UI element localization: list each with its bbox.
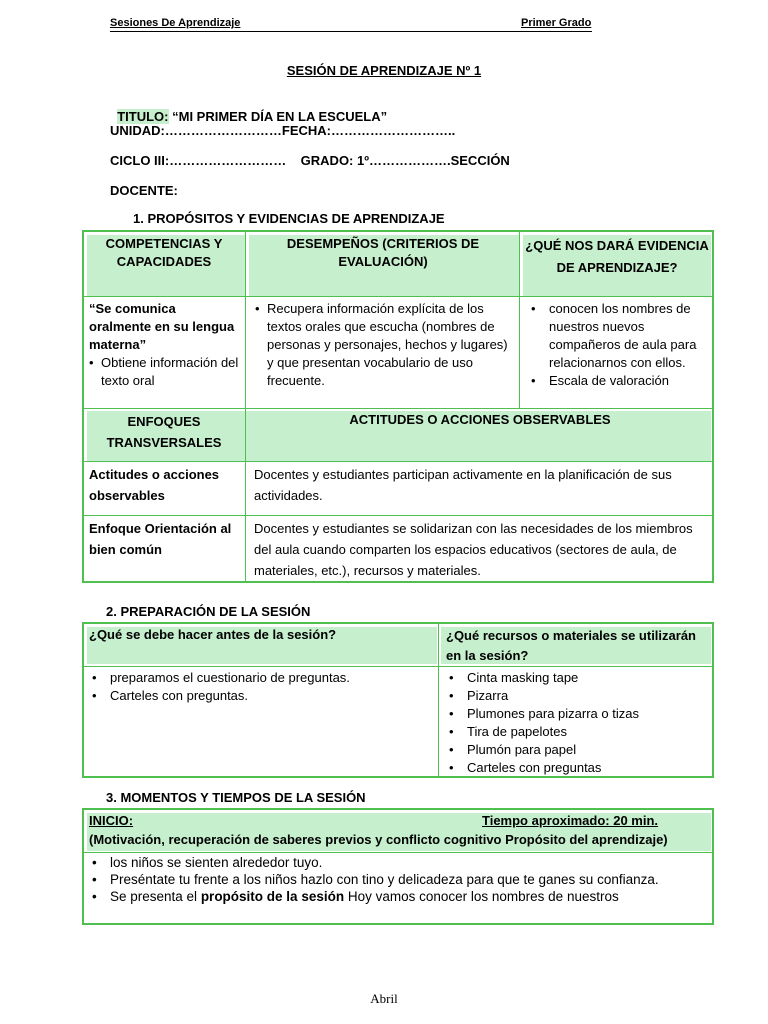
inicio-label: INICIO:	[89, 813, 134, 828]
desempeno-text: • Recupera información explícita de los textos orales que escucha (nombres de personas y personajes, hechos y lugares) y que presentan vocabulario de uso frecuente.	[255, 300, 517, 390]
material-item: • Pizarra	[445, 687, 709, 705]
before-header: ¿Qué se debe hacer antes de la sesión?	[89, 627, 337, 642]
footer-month: Abril	[370, 991, 398, 1006]
inicio-item	[88, 888, 688, 905]
docente-line: DOCENTE:	[110, 183, 178, 198]
header-right: Primer Grado	[521, 17, 592, 29]
inicio-item: • Preséntate tu frente a los niños hazlo con tino y delicadeza para que te ganes su confianza.	[88, 871, 688, 888]
titulo-line	[110, 94, 387, 124]
section1-title: 1. PROPÓSITOS Y EVIDENCIAS DE APRENDIZAJE	[133, 211, 445, 226]
competencia-cell	[89, 300, 241, 390]
inicio-item-post: Hoy vamos conocer los nombres de nuestros	[344, 889, 619, 904]
section3-title: 3. MOMENTOS Y TIEMPOS DE LA SESIÓN	[106, 790, 366, 805]
materials-header: ¿Qué recursos o materiales se utilizarán en la sesión?	[446, 628, 696, 663]
evidencia-item: • Escala de valoración	[527, 372, 709, 390]
motivacion-text: (Motivación, recuperación de saberes previos y conflicto cognitivo Propósito del aprendizaje)	[89, 832, 668, 847]
material-item: • Tira de papelotes	[445, 723, 709, 741]
inicio-item: • los niños se sienten alrededor tuyo.	[88, 854, 688, 871]
competencias-header: COMPETENCIAS Y CAPACIDADES	[105, 236, 223, 269]
row2-label: Enfoque Orientación al bien común	[89, 521, 232, 557]
before-list	[88, 669, 433, 705]
capacidad-text: • Obtiene información del texto oral	[89, 354, 241, 390]
titulo-label: TITULO:	[117, 109, 169, 124]
desempeno-cell	[255, 300, 517, 390]
header-rule	[110, 31, 592, 32]
before-item: • preparamos el cuestionario de preguntas.	[88, 669, 433, 687]
materials-list	[445, 669, 709, 777]
inicio-item-bold: propósito de la sesión	[200, 889, 345, 904]
tiempo-label: Tiempo aproximado: 20 min.	[482, 813, 659, 828]
row1-label: Actitudes o acciones observables	[89, 467, 220, 503]
session-title: SESIÓN DE APRENDIZAJE Nº 1	[286, 63, 482, 78]
row1-text: Docentes y estudiantes participan activamente en la planificación de sus actividades.	[254, 467, 672, 503]
inicio-item-pre: Se presenta el	[110, 889, 201, 904]
material-item: • Plumón para papel	[445, 741, 709, 759]
section2-title: 2. PREPARACIÓN DE LA SESIÓN	[106, 604, 311, 619]
material-item: • Plumones para pizarra o tizas	[445, 705, 709, 723]
evidencia-header: ¿QUÉ NOS DARÁ EVIDENCIA DE APRENDIZAJE?	[525, 238, 709, 275]
evidencias-cell	[527, 300, 709, 390]
inicio-list	[88, 854, 688, 905]
header-left: Sesiones De Aprendizaje	[110, 17, 241, 29]
before-item: • Carteles con preguntas.	[88, 687, 433, 705]
material-item: • Cinta masking tape	[445, 669, 709, 687]
material-item: • Carteles con preguntas	[445, 759, 709, 777]
competencia-text: “Se comunica oralmente en su lengua materna”	[89, 301, 235, 352]
actitudes-header: ACTITUDES O ACCIONES OBSERVABLES	[349, 412, 611, 427]
evidencia-item: • conocen los nombres de nuestros nuevos compañeros de aula para relacionarnos con ellos.	[527, 300, 709, 372]
unidad-line: UNIDAD:………………………FECHA:………………………..	[110, 123, 456, 138]
row2-text: Docentes y estudiantes se solidarizan con las necesidades de los miembros del aula cuando comparten los espacios educativos (sectores de aula, de materiales, etc.), recursos y materiales.	[254, 521, 693, 578]
ciclo-line: CICLO III:……………………… GRADO: 1º……………….SECCIÓN	[110, 153, 510, 168]
titulo-value: “MI PRIMER DÍA EN LA ESCUELA”	[168, 109, 388, 124]
desempenos-header: DESEMPEÑOS (CRITERIOS DE EVALUACIÓN)	[286, 236, 480, 269]
enfoques-header: ENFOQUES TRANSVERSALES	[106, 414, 222, 450]
